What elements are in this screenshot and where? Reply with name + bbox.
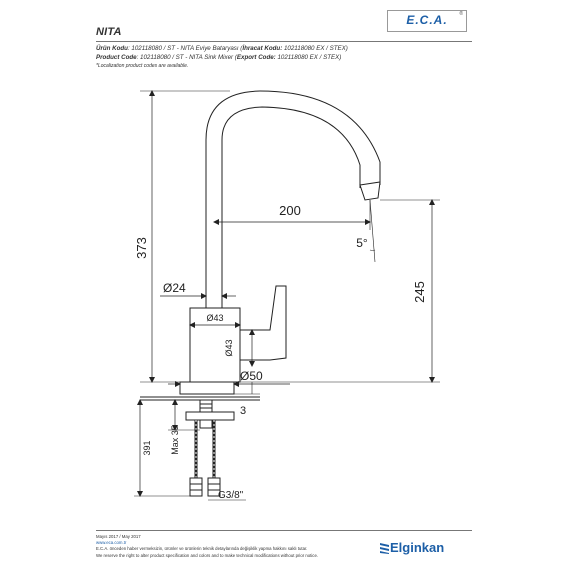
dim-base-diameter-top: Ø43: [206, 313, 224, 323]
flange: [180, 382, 234, 394]
footer-rule: [96, 530, 472, 531]
spout-tip: [360, 182, 380, 200]
dim-200: 200: [279, 203, 301, 218]
lever-handle: [240, 286, 286, 360]
elginkan-logo-icon: [380, 543, 389, 554]
dim-base-diameter-side: Ø43: [224, 339, 234, 357]
hose-fitting-left: [190, 478, 202, 496]
dim-391: 391: [142, 440, 152, 456]
dim-body-diameter: Ø24: [163, 281, 186, 295]
dim-angle: 5°: [356, 236, 368, 250]
eca-logo-text: E.C.A.: [406, 13, 448, 27]
footer-notice-en: We reserve the right to alter product specification and colors and to make technical modifications without prior notice.: [96, 552, 319, 558]
footer-notice-tr: E.C.A. önceden haber vermeksizin, ürünler ve ürünlerin teknik detaylarında değişiklik yapma hakkını saklı tutar.: [96, 546, 308, 552]
dim-max-35: Max 35: [170, 425, 180, 455]
mounting-plate: [186, 412, 234, 420]
dim-245: 245: [412, 281, 427, 303]
turkish-code-line: Ürün Kodu: 102118080 / ST - NITA Eviye Bataryası (İhracat Kodu: 102118080 EX / STEX): [96, 45, 348, 52]
english-code-line: Product Code: 102118080 / ST - NITA Sink Mixer (Export Code: 102118080 EX / STEX): [96, 53, 342, 61]
localization-note: *Localization product codes are available.: [96, 63, 189, 70]
product-title: NITA: [96, 26, 122, 38]
dim-flange-diameter: Ø50: [240, 369, 263, 383]
faucet-body-outline: [206, 91, 380, 308]
dim-373: 373: [134, 237, 149, 259]
dim-connection: G3/8": [218, 490, 244, 501]
registered-mark: ®: [459, 11, 463, 17]
footer-date: Mayıs 2017 / May 2017: [96, 534, 141, 539]
elginkan-brand: Elginkan: [390, 540, 445, 555]
footer-text: [96, 534, 318, 559]
footer-url[interactable]: www.eca.com.tr: [96, 540, 127, 546]
dim-flange-thickness: 3: [239, 405, 247, 417]
